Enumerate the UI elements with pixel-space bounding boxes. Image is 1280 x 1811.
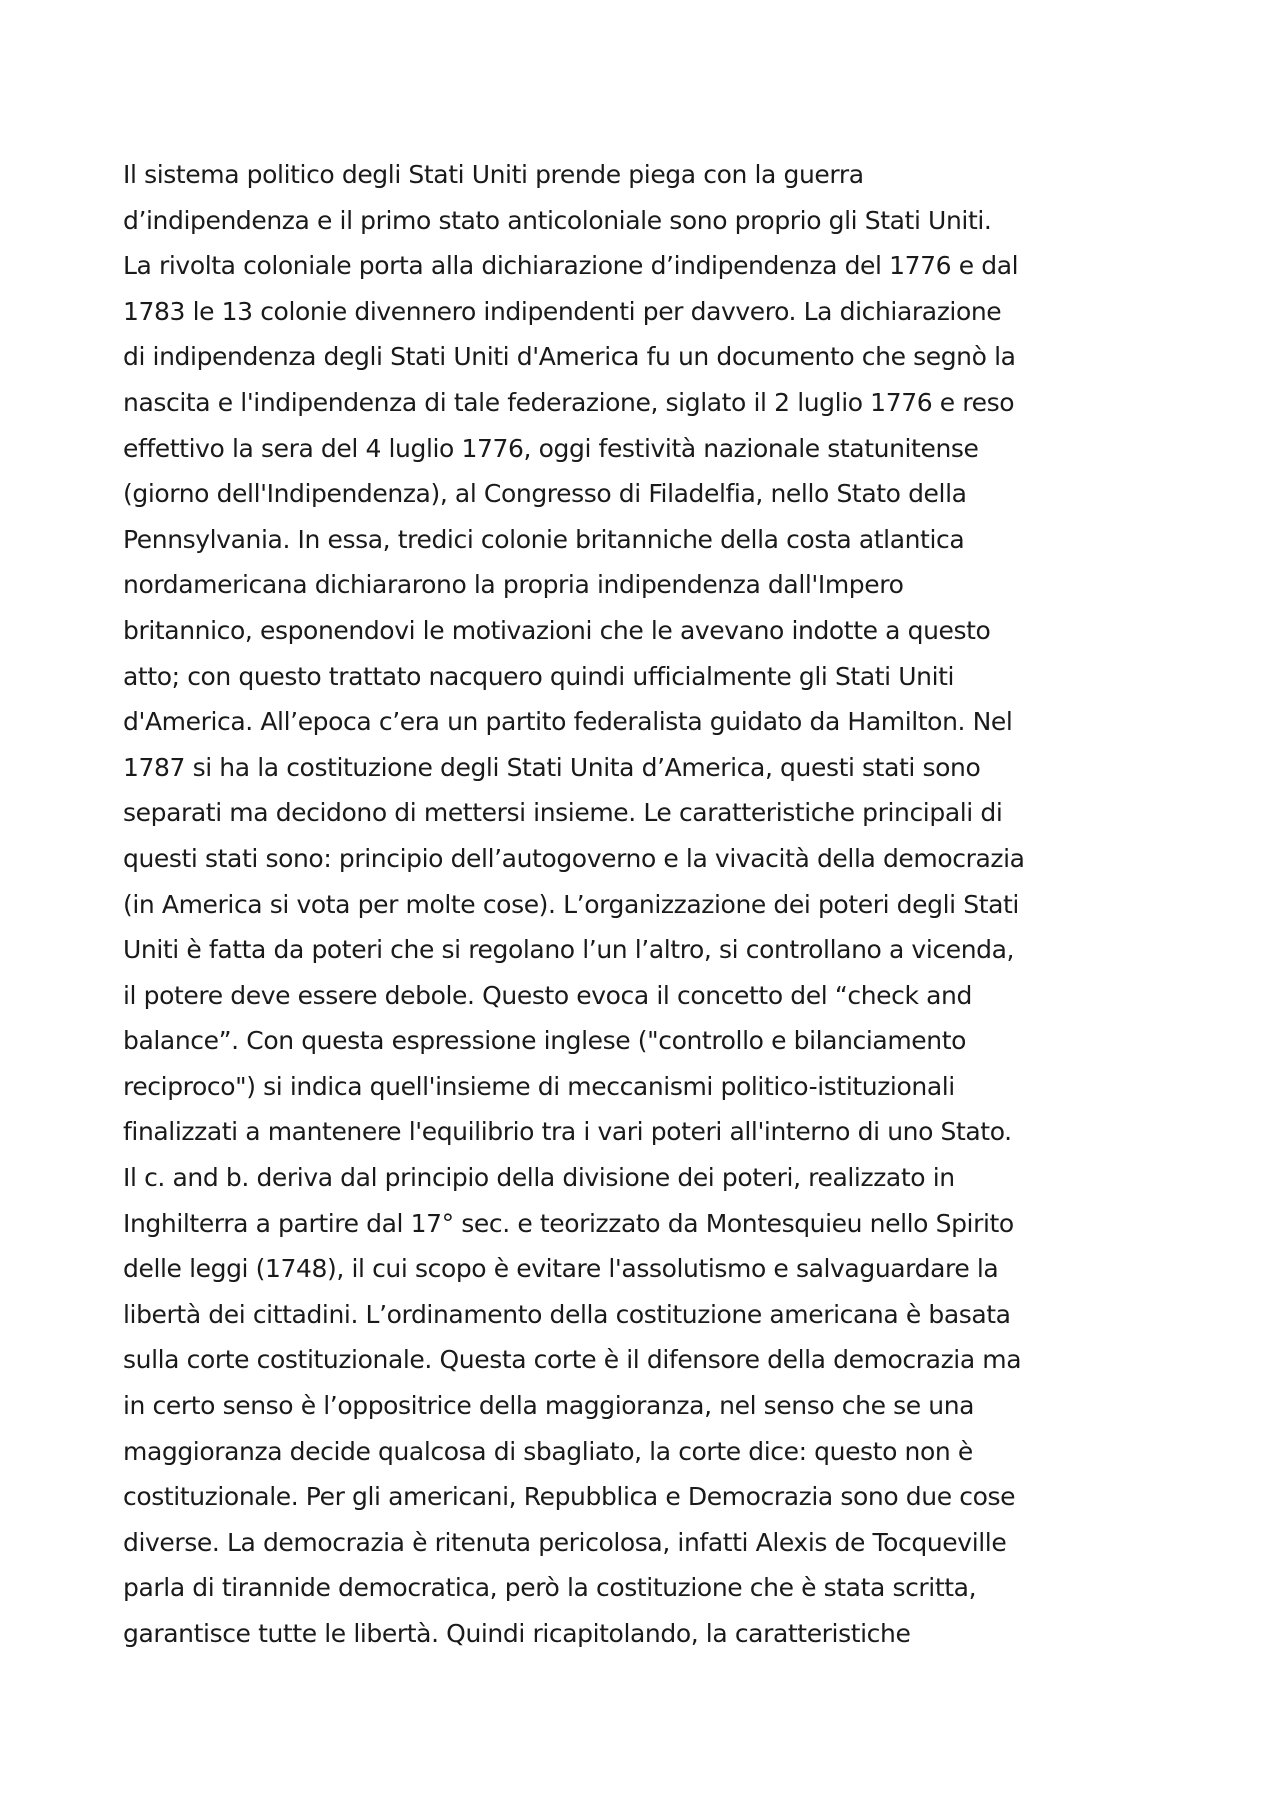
text-line: garantisce tutte le libertà. Quindi ricapitolando, la caratteristiche — [123, 1619, 911, 1648]
text-line: in certo senso è l’oppositrice della maggioranza, nel senso che se una — [123, 1391, 975, 1421]
text-line: nascita e l'indipendenza di tale federazione, siglato il 2 luglio 1776 e reso — [123, 387, 1015, 417]
text-line: finalizzati a mantenere l'equilibrio tra i vari poteri all'interno di uno Stato. — [123, 1117, 1012, 1147]
text-line: Il sistema politico degli Stati Uniti prende piega con la guerra — [123, 160, 864, 189]
text-line: d'America. All’epoca c’era un partito federalista guidato da Hamilton. Nel — [123, 707, 1013, 737]
text-line: 1787 si ha la costituzione degli Stati Unita d’America, questi stati sono — [123, 752, 981, 782]
text-line: balance”. Con questa espressione inglese ("controllo e bilanciamento — [123, 1026, 967, 1056]
text-line: reciproco") si indica quell'insieme di meccanismi politico-istituzionali — [123, 1071, 955, 1101]
text-line: il potere deve essere debole. Questo evoca il concetto del “check and — [123, 980, 972, 1010]
text-line: effettivo la sera del 4 luglio 1776, oggi festività nazionale statunitense — [123, 433, 979, 463]
text-line: La rivolta coloniale porta alla dichiarazione d’indipendenza del 1776 e dal — [123, 251, 1019, 281]
text-line: separati ma decidono di mettersi insieme. Le caratteristiche principali di — [123, 798, 1003, 828]
text-line: di indipendenza degli Stati Uniti d'America fu un documento che segnò la — [123, 342, 1016, 372]
text-line: Il c. and b. deriva dal principio della divisione dei poteri, realizzato in — [123, 1163, 955, 1193]
text-line: Inghilterra a partire dal 17° sec. e teorizzato da Montesquieu nello Spirito — [123, 1208, 1014, 1238]
text-line: delle leggi (1748), il cui scopo è evitare l'assolutismo e salvaguardare la — [123, 1254, 999, 1284]
text-line: parla di tirannide democratica, però la costituzione che è stata scritta, — [123, 1573, 977, 1603]
text-line: britannico, esponendovi le motivazioni che le avevano indotte a questo — [123, 615, 991, 645]
text-line: Uniti è fatta da poteri che si regolano l’un l’altro, si controllano a vicenda, — [123, 935, 1015, 965]
text-line: sulla corte costituzionale. Questa corte è il difensore della democrazia ma — [123, 1345, 1022, 1375]
text-line: nordamericana dichiararono la propria indipendenza dall'Impero — [123, 570, 904, 600]
text-line: (in America si vota per molte cose). L’organizzazione dei poteri degli Stati — [123, 889, 1019, 919]
text-line: libertà dei cittadini. L’ordinamento della costituzione americana è basata — [123, 1299, 1011, 1329]
text-line: diverse. La democrazia è ritenuta pericolosa, infatti Alexis de Tocqueville — [123, 1527, 1007, 1557]
text-line: (giorno dell'Indipendenza), al Congresso di Filadelfia, nello Stato della — [123, 479, 967, 509]
text-line: Pennsylvania. In essa, tredici colonie britanniche della costa atlantica — [123, 524, 965, 554]
text-line: d’indipendenza e il primo stato anticoloniale sono proprio gli Stati Uniti. — [123, 205, 992, 235]
text-line: maggioranza decide qualcosa di sbagliato, la corte dice: questo non è — [123, 1436, 973, 1466]
text-line: costituzionale. Per gli americani, Repubblica e Democrazia sono due cose — [123, 1482, 1016, 1512]
text-line: 1783 le 13 colonie divennero indipendenti per davvero. La dichiarazione — [123, 296, 1002, 326]
text-line: atto; con questo trattato nacquero quindi ufficialmente gli Stati Uniti — [123, 661, 955, 691]
text-line: questi stati sono: principio dell’autogoverno e la vivacità della democrazia — [123, 843, 1025, 873]
body-paragraph — [123, 152, 1183, 1657]
